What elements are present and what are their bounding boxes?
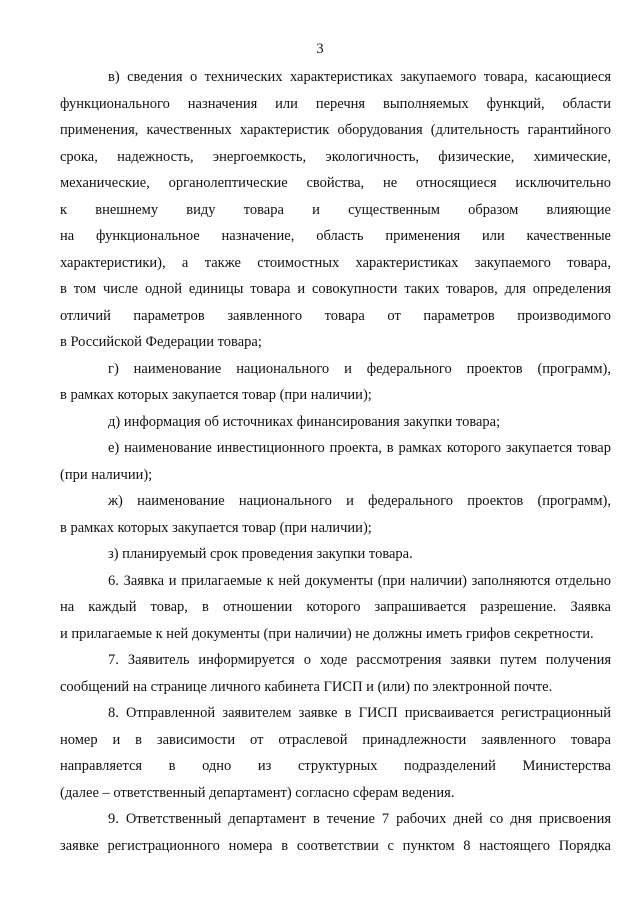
- paragraph-line: характеристики), а также стоимостных характеристиках закупаемого товара,: [60, 254, 611, 271]
- paragraph-line: на каждый товар, в отношении которого запрашивается разрешение. Заявка: [60, 599, 611, 615]
- paragraph-line: в том числе одной единицы товара и совокупности таких товаров, для определения: [60, 281, 611, 297]
- paragraph: [60, 64, 611, 356]
- paragraph-line: (далее – ответственный департамент) согласно сферам ведения.: [60, 784, 455, 801]
- paragraph-line: заявке регистрационного номера в соответствии с пунктом 8 настоящего Порядка: [60, 837, 611, 854]
- paragraph: [60, 647, 611, 700]
- paragraph-line: срока, надежность, энергоемкость, экологичность, физические, химические,: [60, 148, 611, 165]
- paragraph-line: на функциональное назначение, область применения или качественные: [60, 228, 611, 244]
- paragraph-line: сообщений на странице личного кабинета ГИСП и (или) по электронной почте.: [60, 678, 553, 695]
- paragraph: [60, 568, 611, 648]
- paragraph-line: и прилагаемые к ней документы (при наличии) не должны иметь грифов секретности.: [60, 625, 594, 642]
- paragraph: [60, 356, 611, 409]
- paragraph: [60, 488, 611, 541]
- paragraph-line: ж) наименование национального и федерального проектов (программ),: [108, 493, 611, 509]
- paragraph-line: номер и в зависимости от отраслевой принадлежности заявленного товара: [60, 731, 611, 748]
- document-body: [60, 64, 611, 859]
- paragraph: [60, 435, 611, 488]
- paragraph-line: е) наименование инвестиционного проекта, в рамках которого закупается товар: [108, 440, 611, 456]
- paragraph-line: 7. Заявитель информируется о ходе рассмотрения заявки путем получения: [108, 652, 611, 668]
- paragraph-line: в рамках которых закупается товар (при наличии);: [60, 519, 372, 536]
- paragraph-line: в рамках которых закупается товар (при наличии);: [60, 387, 372, 403]
- paragraph: [60, 409, 611, 436]
- paragraph: [60, 700, 611, 806]
- paragraph-line: 8. Отправленной заявителем заявке в ГИСП присваивается регистрационный: [108, 705, 611, 721]
- paragraph-line: з) планируемый срок проведения закупки товара.: [108, 546, 413, 562]
- paragraph-line: в) сведения о технических характеристиках закупаемого товара, касающиеся: [108, 69, 611, 85]
- paragraph-line: г) наименование национального и федерального проектов (программ),: [108, 360, 611, 377]
- paragraph-line: применения, качественных характеристик оборудования (длительность гарантийного: [60, 122, 611, 138]
- paragraph-line: в Российской Федерации товара;: [60, 334, 262, 350]
- paragraph-line: 6. Заявка и прилагаемые к ней документы (при наличии) заполняются отдельно: [108, 572, 611, 589]
- paragraph-line: направляется в одно из структурных подразделений Министерства: [60, 758, 611, 774]
- paragraph-line: отличий параметров заявленного товара от параметров производимого: [60, 307, 611, 324]
- paragraph: [60, 806, 611, 859]
- paragraph-line: механические, органолептические свойства, не относящиеся исключительно: [60, 175, 611, 191]
- paragraph: [60, 541, 611, 568]
- paragraph-line: 9. Ответственный департамент в течение 7 рабочих дней со дня присвоения: [108, 811, 611, 827]
- page-number: 3: [316, 41, 324, 57]
- paragraph-line: (при наличии);: [60, 466, 153, 483]
- paragraph-line: функционального назначения или перечня выполняемых функций, области: [60, 95, 611, 112]
- paragraph-line: к внешнему виду товара и существенным образом влияющие: [60, 201, 611, 218]
- paragraph-line: д) информация об источниках финансирования закупки товара;: [108, 413, 501, 430]
